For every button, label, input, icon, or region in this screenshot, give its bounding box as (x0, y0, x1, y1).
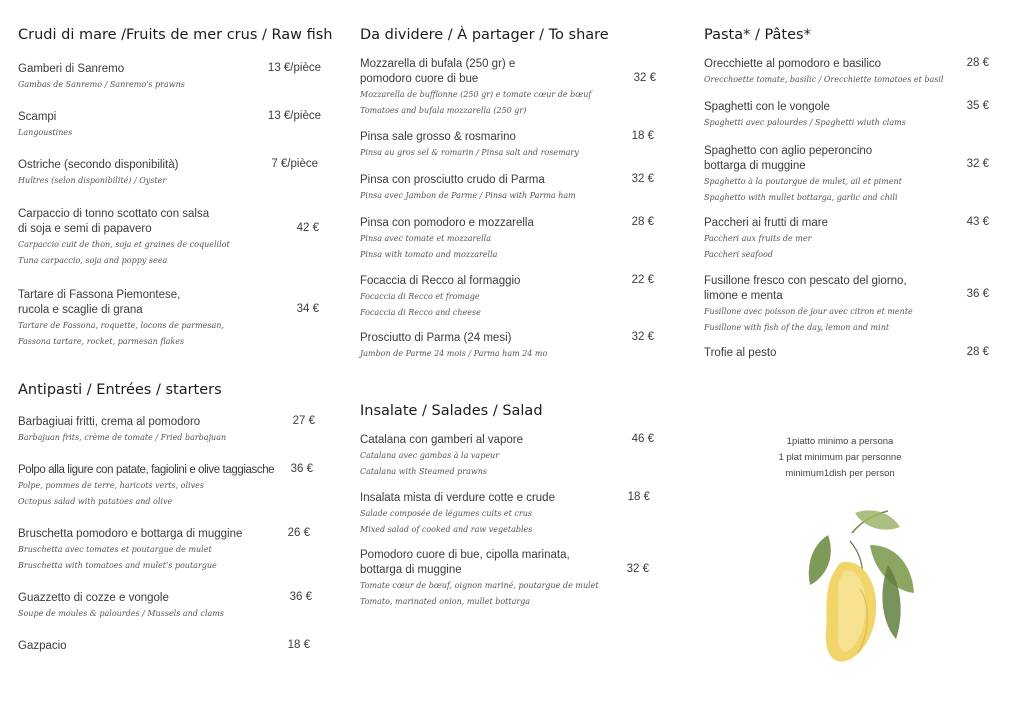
item-name-line2: di soja e semi di papavero (18, 223, 152, 235)
item-price: 36 € (290, 463, 313, 475)
item-translation: Fusillone avec poisson de jour avec citron et mente (704, 307, 913, 316)
menu-item (704, 274, 913, 336)
item-translation: Pinsa au gros sel & romarin / Pinsa salt and rosemary (360, 148, 579, 157)
item-translation-en: Octopus salad with patatoes and olive (18, 497, 173, 506)
item-name: Carpaccio di tonno scottato con salsa (18, 208, 210, 220)
item-translation: Carpaccio cuit de thon, soja et graines de coquelilot (18, 240, 230, 249)
item-translation: Pinsa avec Jambon de Parme / Pinsa with Parma ham (360, 191, 576, 200)
item-translation: Salade composée de légumes cuits et crus (360, 509, 532, 518)
item-translation-en: Fassona tartare, rocket, parmesan flakes (18, 337, 185, 346)
item-price: 32 € (631, 331, 654, 343)
item-name: Barbagiuai fritti, crema al pomodoro (18, 416, 201, 428)
item-translation-en: Tomato, marinated onion, mullet bottarga (360, 597, 531, 606)
menu-item (360, 331, 547, 362)
item-price: 26 € (287, 527, 310, 539)
item-name: Mozzarella di bufala (250 gr) e (360, 58, 516, 70)
item-translation-en: Bruschetta with tomatoes and mulet's poutargue (18, 561, 217, 570)
menu-item (360, 491, 555, 538)
item-translation: Pinsa avec tomate et mozzarella (360, 234, 491, 243)
section-title-to-share: Da dividere / À partager / To share (360, 27, 609, 43)
menu-item (360, 216, 534, 263)
item-price: 22 € (631, 274, 654, 286)
item-name: Spaghetto con aglio peperoncino (704, 145, 873, 157)
item-translation-en: Spaghetto with mullet bottarga, garlic and chili (704, 193, 898, 202)
menu-item (704, 216, 828, 263)
item-translation: Mozzarella de bufflonne (250 gr) e tomate cœur de bœuf (360, 90, 592, 99)
item-name: Insalata mista di verdure cotte e crude (360, 492, 555, 504)
item-price: 32 € (966, 158, 989, 170)
item-name: Ostriche (secondo disponibilità) (18, 159, 179, 171)
item-price: 18 € (631, 130, 654, 142)
section-title-pasta: Pasta* / Pâtes* (704, 27, 811, 43)
item-translation: Langoustines (18, 128, 73, 137)
item-price: 27 € (292, 415, 315, 427)
item-name: Pinsa sale grosso & rosmarino (360, 131, 516, 143)
item-price: 32 € (633, 72, 656, 84)
menu-item (18, 62, 185, 93)
item-name-line2: bottarga di muggine (704, 160, 806, 172)
menu-item (18, 415, 226, 446)
item-name-line2: pomodoro cuore di bue (360, 73, 479, 85)
item-price: 43 € (966, 216, 989, 228)
menu-item (704, 100, 906, 131)
item-name: Prosciutto di Parma (24 mesi) (360, 332, 512, 344)
note-english: minimum1dish per person (785, 468, 895, 479)
item-name: Catalana con gamberi al vapore (360, 434, 524, 446)
item-translation-en: Catalana with Steamed prawns (360, 467, 487, 476)
menu-item (360, 548, 599, 610)
item-name: Pinsa con pomodoro e mozzarella (360, 217, 534, 229)
menu-item (360, 57, 591, 119)
item-translation: Focaccia di Recco et fromage (360, 292, 480, 301)
item-price: 42 € (296, 222, 319, 234)
item-price: 7 €/pièce (271, 158, 318, 170)
item-translation: Soupe de moules & palourdes / Mussels and clams (18, 609, 224, 618)
menu-item (360, 130, 579, 161)
item-price: 18 € (627, 491, 650, 503)
lemon-illustration (800, 505, 925, 670)
item-name: Polpo alla ligure con patate, fagiolini e olive taggiasche (18, 464, 275, 476)
item-name: Bruschetta pomodoro e bottarga di muggine (18, 528, 243, 540)
item-translation: Gambas de Sanremo / Sanremo's prawns (18, 80, 185, 89)
note-french: 1 plat minimum par personne (778, 452, 902, 463)
item-price: 28 € (631, 216, 654, 228)
item-name: Pinsa con prosciutto crudo di Parma (360, 174, 545, 186)
menu-item (18, 288, 224, 350)
item-name: Trofie al pesto (704, 347, 777, 359)
menu-item (18, 158, 178, 189)
menu-item (704, 346, 776, 361)
section-title-salad: Insalate / Salades / Salad (360, 403, 543, 419)
item-name: Paccheri ai frutti di mare (704, 217, 828, 229)
section-title-raw-fish: Crudi di mare /Fruits de mer crus / Raw fish (18, 27, 333, 43)
item-translation-en: Pinsa with tomato and mozzarella (360, 250, 498, 259)
menu-item (704, 57, 943, 88)
menu-item (360, 173, 576, 204)
menu-item (704, 144, 902, 206)
item-name: Orecchiette al pomodoro e basilico (704, 58, 882, 70)
item-name-line2: limone e menta (704, 290, 783, 302)
item-translation: Paccheri aux fruits de mer (704, 234, 812, 243)
item-price: 34 € (296, 303, 319, 315)
item-name: Fusillone fresco con pescato del giorno, (704, 275, 907, 287)
menu-item (360, 274, 520, 321)
item-name-line2: bottarga di muggine (360, 564, 462, 576)
menu-item (18, 463, 274, 510)
item-translation-en: Paccheri seafood (704, 250, 773, 259)
item-name: Gazpacio (18, 640, 67, 652)
item-price: 28 € (966, 57, 989, 69)
item-translation: Barbajuan frits, crème de tomate / Fried barbajuan (18, 433, 227, 442)
section-title-starters: Antipasti / Entrées / starters (18, 382, 222, 398)
minimum-dish-note (740, 434, 940, 482)
item-translation: Catalana avec gambas à la vapeur (360, 451, 500, 460)
item-translation-en: Tomatoes and bufala mozzarella (250 gr) (360, 106, 527, 115)
menu-item (360, 433, 523, 480)
item-translation: Tartare de Fassona, roquette, locons de parmesan, (18, 321, 224, 330)
item-translation: Spaghetti avec palourdes / Spaghetti wiuth clams (704, 118, 906, 127)
item-translation: Bruschetta avec tomates et poutargue de mulet (18, 545, 212, 554)
item-translation: Jambon de Parme 24 mois / Parma ham 24 mo (360, 349, 548, 358)
item-translation-en: Tuna carpaccio, soja and poppy seea (18, 256, 168, 265)
item-translation: Spaghetto à la poutargue de mulet, ail et piment (704, 177, 902, 186)
menu-item (18, 110, 72, 141)
item-price: 35 € (966, 100, 989, 112)
item-name: Tartare di Fassona Piemontese, (18, 289, 181, 301)
item-price: 18 € (287, 639, 310, 651)
item-name: Pomodoro cuore di bue, cipolla marinata, (360, 549, 570, 561)
item-name: Spaghetti con le vongole (704, 101, 830, 113)
item-price: 32 € (626, 563, 649, 575)
item-translation-en: Focaccia di Recco and cheese (360, 308, 481, 317)
item-translation-en: Mixed salad of cooked and raw vegetables (360, 525, 533, 534)
item-translation: Tomate cœur de bœuf, oignon mariné, poutargue de mulet (360, 581, 599, 590)
menu-item (18, 527, 242, 574)
item-price: 36 € (966, 288, 989, 300)
item-price: 36 € (289, 591, 312, 603)
item-translation: Polpe, pommes de terre, haricots verts, olives (18, 481, 204, 490)
item-name: Focaccia di Recco al formaggio (360, 275, 521, 287)
item-name: Scampi (18, 111, 57, 123)
item-price: 46 € (631, 433, 654, 445)
item-name-line2: rucola e scaglie di grana (18, 304, 143, 316)
item-name: Guazzetto di cozze e vongole (18, 592, 169, 604)
item-name: Gamberi di Sanremo (18, 63, 125, 75)
item-price: 32 € (631, 173, 654, 185)
item-price: 28 € (966, 346, 989, 358)
item-translation: Huîtres (selon disponibilité) / Oyster (18, 176, 167, 185)
item-translation: Orecchoette tomate, basilic / Orecchiette tomatoes et basil (704, 75, 944, 84)
item-price: 13 €/pièce (267, 110, 321, 122)
menu-item (18, 207, 230, 269)
note-italian: 1piatto minimo a persona (786, 436, 894, 447)
item-translation-en: Fusillone with fish of the day, lemon and mint (704, 323, 890, 332)
menu-item (18, 591, 224, 622)
menu-item (18, 639, 67, 654)
item-price: 13 €/pièce (267, 62, 321, 74)
